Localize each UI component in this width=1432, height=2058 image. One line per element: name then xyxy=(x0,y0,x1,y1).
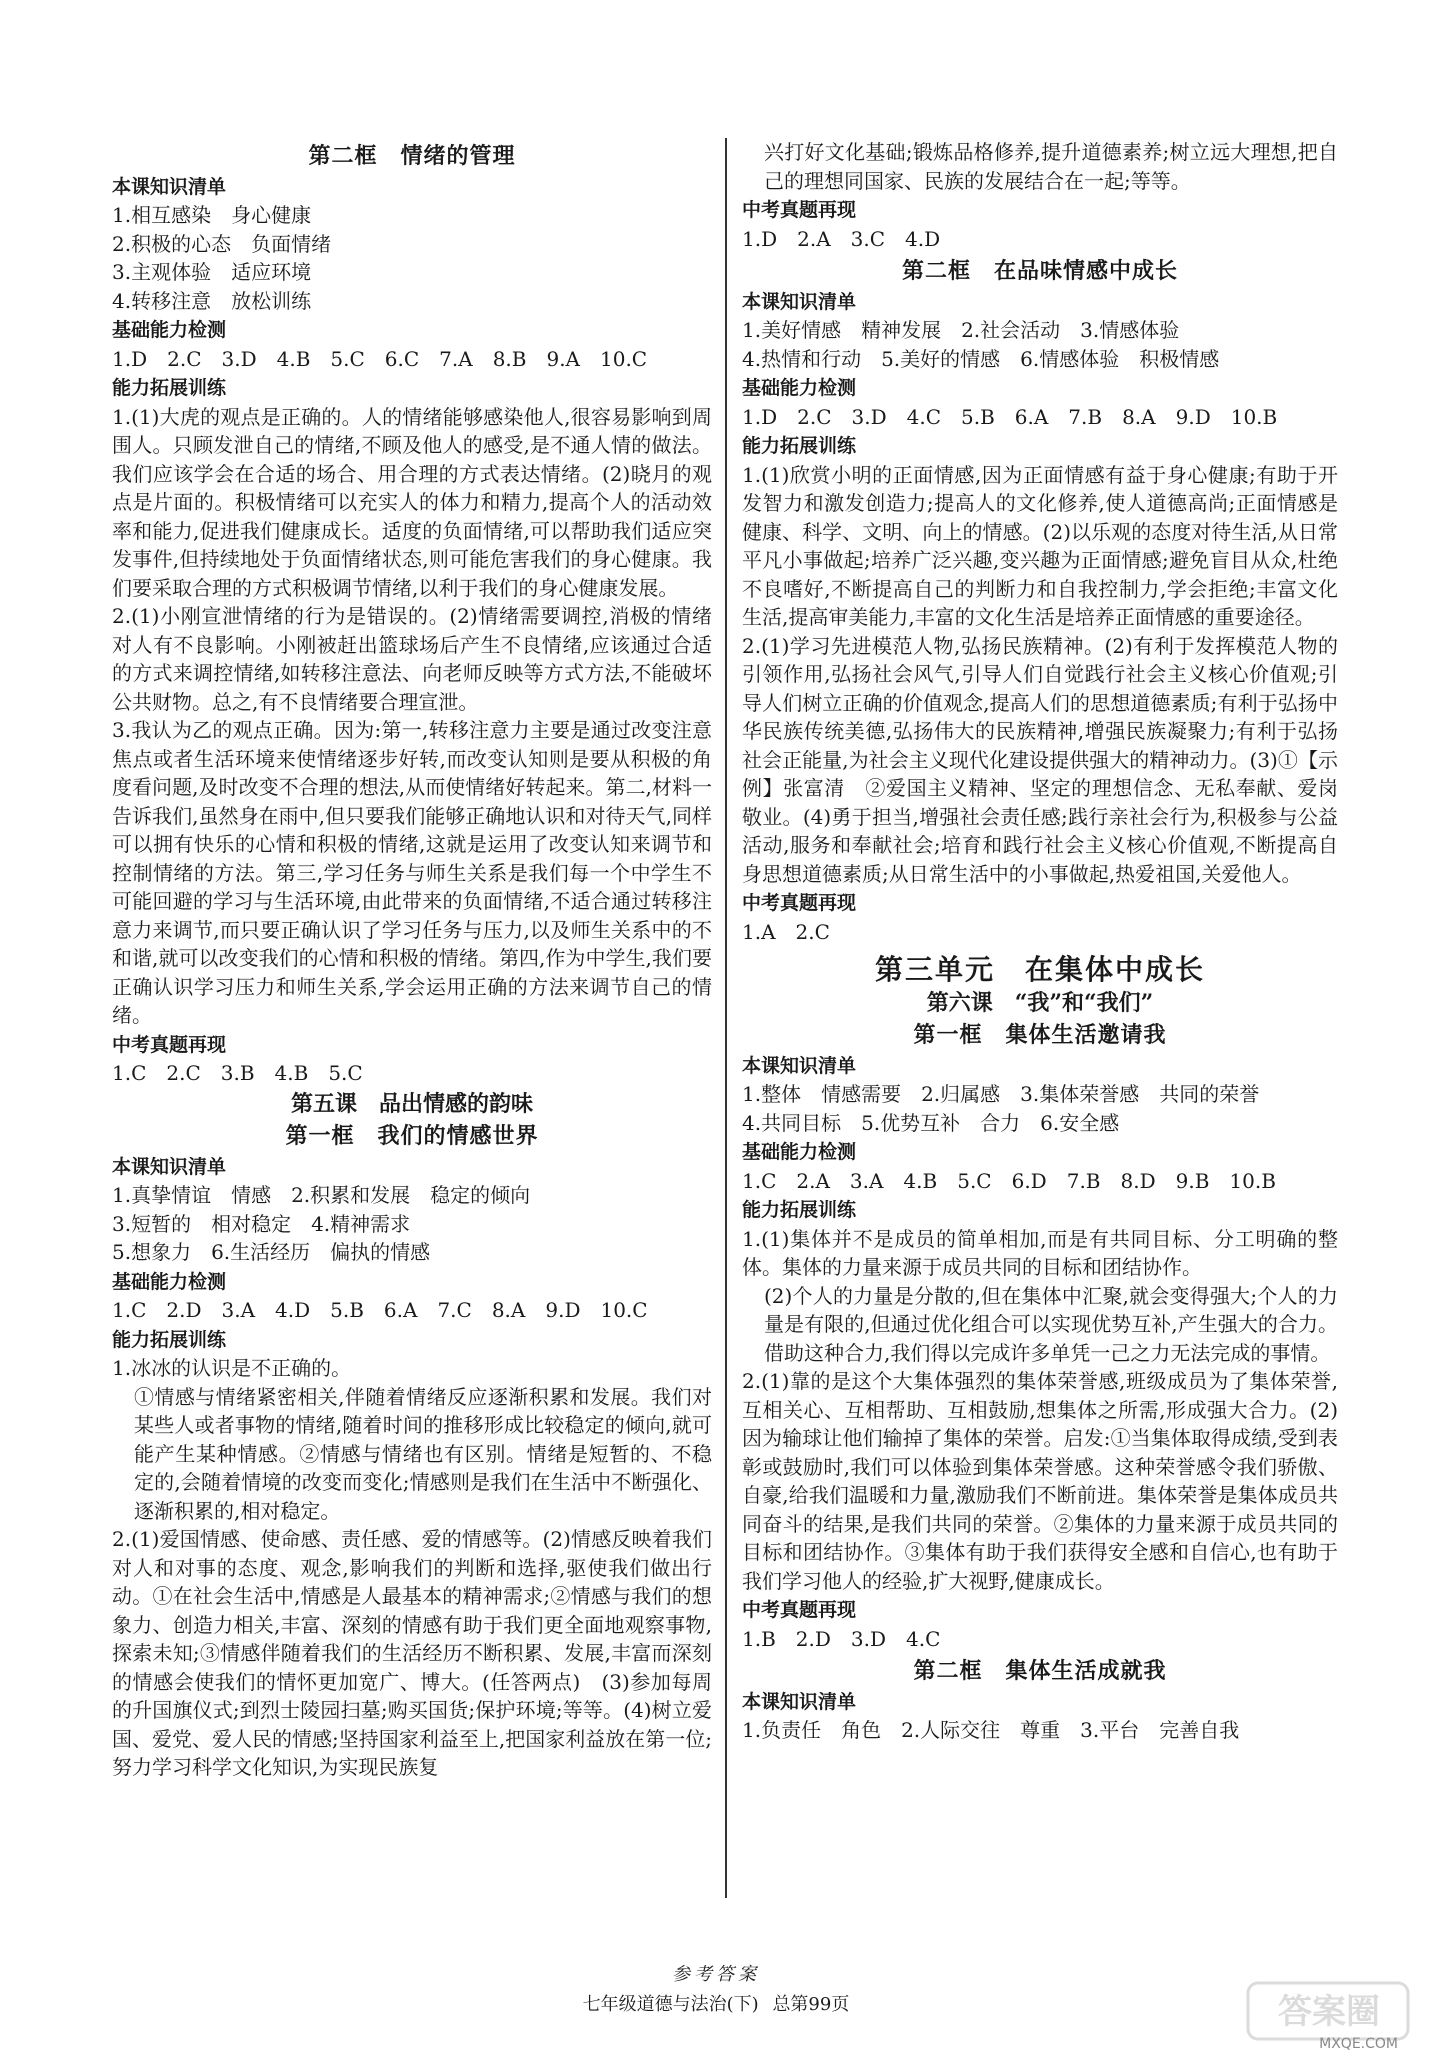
section-title: 第一框 集体生活邀请我 xyxy=(913,1022,1167,1048)
extension-answer: 1.(1)大虎的观点是正确的。人的情绪能够感染他人,很容易影响到周围人。只顾发泄自己的情绪,不顾及他人的感受,是不通人情的做法。我们应该学会在合适的场合、用合理的方式表达情绪。(2)晓月的观点是片面的。积极情绪可以充实人的体力和精力,提高个人的活动效率和能力,促进我们健康成长。适度的负面情绪,可以帮助我们适应突发事件,但持续地处于负面情绪状态,则可能危害我们的身心健康。我们要采取合理的方式积极调节情绪,以利于我们的身心健康发展。 xyxy=(112,404,712,600)
basic-test-heading: 基础能力检测 xyxy=(112,319,227,341)
section-title: 第二框 集体生活成就我 xyxy=(913,1658,1167,1684)
extension-answer: 2.(1)小刚宣泄情绪的行为是错误的。(2)情绪需要调控,消极的情绪对人有不良影响。小刚被赶出篮球场后产生不良情绪,应该通过合适的方式来调控情绪,如转移注意法、向老师反映等方式方法,不能破坏公共财物。总之,有不良情绪要合理宣泄。 xyxy=(112,604,712,714)
extension-answer: ①情感与情绪紧密相关,伴随着情绪反应逐渐积累和发展。我们对某些人或者事物的情绪,随着时间的推移形成比较稳定的倾向,就可能产生某种情感。②情感与情绪也有区别。情绪是短暂的、不稳定的,会随着情境的改变而变化;情感则是我们在生活中不断强化、逐渐积累的,相对稳定。 xyxy=(134,1384,712,1523)
column-divider xyxy=(725,138,727,1898)
lesson-title: 第六课 “我”和“我们” xyxy=(926,989,1154,1016)
knowledge-item: 1.负责任 角色 2.人际交往 尊重 3.平台 完善自我 xyxy=(742,1718,1240,1742)
extension-answer: 1.(1)欣赏小明的正面情感,因为正面情感有益于身心健康;有助于开发智力和激发创造力;提高人的文化修养,使人道德高尚;正面情感是健康、科学、文明、向上的情感。(2)以乐观的态度对待生活,从日常平凡小事做起;培养广泛兴趣,变兴趣为正面情感;避免盲目从众,杜绝不良嗜好,不断提高自己的判断力和自我控制力,学会拒绝;丰富文化生活,提高审美能力,丰富的文化生活是培养正面情感的重要途径。 xyxy=(742,462,1338,629)
basic-test-heading: 基础能力检测 xyxy=(112,1270,227,1293)
section-title: 第二框 情绪的管理 xyxy=(308,143,516,169)
right-column xyxy=(742,138,1338,1745)
watermark-url: MXQE.COM xyxy=(1319,2036,1398,2052)
knowledge-item: 2.积极的心态 负面情绪 xyxy=(112,231,332,256)
knowledge-item: 1.真挚情谊 情感 2.积累和发展 稳定的倾向 xyxy=(112,1183,531,1207)
footer-reference-label: 参考答案 xyxy=(672,1964,760,1985)
basic-test-heading: 基础能力检测 xyxy=(742,1141,857,1163)
knowledge-item: 4.共同目标 5.优势互补 合力 6.安全感 xyxy=(742,1110,1120,1135)
knowledge-item: 1.美好情感 精神发展 2.社会活动 3.情感体验 xyxy=(742,318,1180,342)
left-column xyxy=(112,138,712,1782)
exam-answers: 1.D 2.A 3.C 4.D xyxy=(742,226,941,251)
basic-test-heading: 基础能力检测 xyxy=(742,377,857,399)
extension-answer: 3.我认为乙的观点正确。因为:第一,转移注意力主要是通过改变注意焦点或者生活环境来使情绪逐步好转,而改变认知则是要从积极的角度看问题,及时改变不合理的想法,从而使情绪好转起来。第二,材料一告诉我们,虽然身在雨中,但只要我们能够正确地认识和对待天气,同样可以拥有快乐的心情和积极的情绪,这就是运用了改变认知来调节和控制情绪的方法。第三,学习任务与师生关系是我们每一个中学生不可能回避的学习与生活环境,由此带来的负面情绪,不适合通过转移注意力来调节,而只要正确认识了学习任务与压力,以及师生关系中的不和谐,就可以改变我们的心情和积极的情绪。第四,作为中学生,我们要正确认识学习压力和师生关系,学会运用正确的方法来调节自己的情绪。 xyxy=(112,718,712,1027)
extension-answer: 2.(1)靠的是这个大集体强烈的集体荣誉感,班级成员为了集体荣誉,互相关心、互相帮助、互相鼓励,想集体之所需,形成强大合力。(2)因为输球让他们输掉了集体的荣誉。启发:①当集体取得成绩,受到表彰或鼓励时,我们可以体验到集体荣誉感。这种荣誉感令我们骄傲、自豪,给我们温暖和力量,激励我们不断前进。集体荣誉是集体成员共同奋斗的结果,是我们共同的荣誉。②集体的力量来源于成员共同的目标和团结协作。③集体有助于我们获得安全感和自信心,也有助于我们学习他人的经验,扩大视野,健康成长。 xyxy=(742,1369,1338,1593)
knowledge-item: 5.想象力 6.生活经历 偏执的情感 xyxy=(112,1240,431,1264)
knowledge-item: 3.主观体验 适应环境 xyxy=(112,260,312,284)
basic-test-answers: 1.C 2.D 3.A 4.D 5.B 6.A 7.C 8.A 9.D 10.C xyxy=(112,1298,648,1322)
exam-heading: 中考真题再现 xyxy=(112,1033,227,1056)
exam-answers: 1.A 2.C xyxy=(742,919,830,944)
basic-test-answers: 1.D 2.C 3.D 4.C 5.B 6.A 7.B 8.A 9.D 10.B xyxy=(742,404,1278,429)
exam-heading: 中考真题再现 xyxy=(742,892,857,914)
section-title: 第一框 我们的情感世界 xyxy=(285,1123,539,1149)
section-title: 第二框 在品味情感中成长 xyxy=(901,258,1178,284)
extension-heading: 能力拓展训练 xyxy=(742,435,857,457)
basic-test-answers: 1.C 2.A 3.A 4.B 5.C 6.D 7.B 8.D 9.B 10.B xyxy=(742,1168,1276,1193)
extension-answer: 1.冰冰的认识是不正确的。 xyxy=(112,1356,352,1380)
knowledge-list-heading: 本课知识清单 xyxy=(742,290,857,313)
watermark-logo-text: 答案圈 xyxy=(1278,1992,1380,2032)
exam-heading: 中考真题再现 xyxy=(742,1599,857,1621)
knowledge-item: 3.短暂的 相对稳定 4.精神需求 xyxy=(112,1211,411,1236)
knowledge-item: 4.转移注意 放松训练 xyxy=(112,288,312,313)
extension-heading: 能力拓展训练 xyxy=(742,1199,857,1221)
extension-answer: (2)个人的力量是分散的,但在集体中汇聚,就会变得强大;个人的力量是有限的,但通过优化组合可以实现优势互补,产生强大的合力。借助这种合力,我们得以完成许多单凭一己之力无法完成的事情。 xyxy=(764,1283,1338,1365)
knowledge-list-heading: 本课知识清单 xyxy=(112,1155,227,1178)
lesson-title: 第五课 品出情感的韵味 xyxy=(290,1090,533,1117)
knowledge-item: 1.相互感染 身心健康 xyxy=(112,203,312,227)
knowledge-item: 1.整体 情感需要 2.归属感 3.集体荣誉感 共同的荣誉 xyxy=(742,1082,1260,1106)
exam-answers: 1.C 2.C 3.B 4.B 5.C xyxy=(112,1061,363,1085)
exam-heading: 中考真题再现 xyxy=(742,199,857,221)
knowledge-list-heading: 本课知识清单 xyxy=(112,175,227,198)
knowledge-list-heading: 本课知识清单 xyxy=(742,1690,857,1713)
continued-answer: 兴打好文化基础;锻炼品格修养,提升道德素养;树立远大理想,把自己的理想同国家、民族的发展结合在一起;等等。 xyxy=(764,140,1338,193)
footer-page-number: 总第99页 xyxy=(772,1994,850,2015)
knowledge-item: 4.热情和行动 5.美好的情感 6.情感体验 积极情感 xyxy=(742,346,1220,371)
extension-heading: 能力拓展训练 xyxy=(112,377,227,399)
extension-answer: 2.(1)学习先进模范人物,弘扬民族精神。(2)有利于发挥模范人物的引领作用,弘扬社会风气,引导人们自觉践行社会主义核心价值观;引导人们树立正确的价值观念,提高人们的思想道德素质;有利于弘扬中华民族传统美德,弘扬伟大的民族精神,增强民族凝聚力;有利于弘扬社会正能量,为社会主义现代化建设提供强大的精神动力。(3)①【示例】张富清 ②爱国主义精神、坚定的理想信念、无私奉献、爱岗敬业。(4)勇于担当,增强社会责任感;践行亲社会行为,积极参与公益活动,服务和奉献社会;培育和践行社会主义核心价值观,不断提高自身思想道德素质;从日常生活中的小事做起,热爱祖国,关爱他人。 xyxy=(742,633,1338,886)
basic-test-answers: 1.D 2.C 3.D 4.B 5.C 6.C 7.A 8.B 9.A 10.C xyxy=(112,346,648,371)
knowledge-list-heading: 本课知识清单 xyxy=(742,1054,857,1077)
extension-answer: 1.(1)集体并不是成员的简单相加,而是有共同目标、分工明确的整体。集体的力量来源于成员共同的目标和团结协作。 xyxy=(742,1226,1338,1279)
extension-heading: 能力拓展训练 xyxy=(112,1328,227,1351)
footer-grade: 七年级道德与法治(下) xyxy=(582,1994,759,2015)
exam-answers: 1.B 2.D 3.D 4.C xyxy=(742,1626,941,1651)
extension-answer: 2.(1)爱国情感、使命感、责任感、爱的情感等。(2)情感反映着我们对人和对事的态度、观念,影响我们的判断和选择,驱使我们做出行动。①在社会生活中,情感是人最基本的精神需求;②情感与我们的想象力、创造力相关,丰富、深刻的情感有助于我们更全面地观察事物,探索未知;③情感伴随着我们的生活经历不断积累、发展,丰富而深刻的情感会使我们的情怀更加宽广、博大。(任答两点) (3)参加每周的升国旗仪式;到烈士陵园扫墓;购买国货;保护环境;等等。(4)树立爱国、爱党、爱人民的情感;坚持国家利益至上,把国家利益放在第一位;努力学习科学文化知识,为实现民族复 xyxy=(112,1527,712,1779)
unit-title: 第三单元 在集体中成长 xyxy=(874,953,1205,986)
footer-line xyxy=(0,1990,1432,2016)
